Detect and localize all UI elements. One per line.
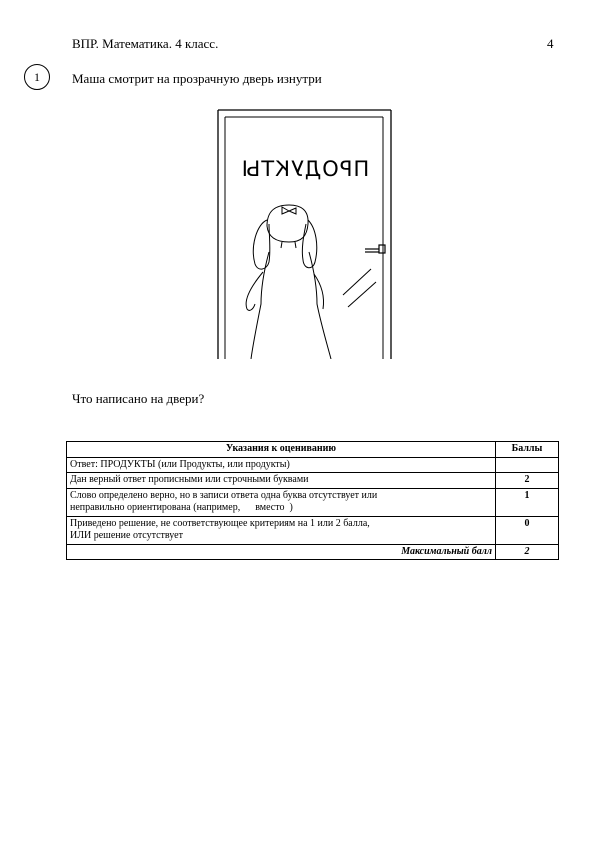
criterion-line: Слово определено верно, но в записи ответа одна буква отсутствует или [70, 489, 378, 501]
answer-row: Ответ: ПРОДУКТЫ (или Продукты, или продукты) [67, 457, 496, 473]
criterion-line: ИЛИ решение отсутствует [70, 530, 183, 541]
table-row [67, 516, 559, 544]
criterion-points: 2 [496, 473, 559, 489]
grading-criteria-table [66, 441, 559, 560]
criterion-text [67, 516, 496, 544]
task-number-badge [24, 64, 50, 90]
criterion-text [67, 488, 496, 516]
question-text: Что написано на двери? [72, 391, 205, 406]
max-score-label: Максимальный балл [67, 544, 496, 560]
table-row [67, 544, 559, 560]
table-row [67, 488, 559, 516]
criterion-points: 0 [496, 516, 559, 544]
criterion-line: неправильно ориентирована (например, вместо ) [70, 502, 293, 513]
door-sign-text: ПРОДУКТЫ [240, 157, 370, 181]
table-row [67, 473, 559, 489]
max-score-value: 2 [496, 544, 559, 560]
table-row [67, 457, 559, 473]
task-number: 1 [34, 69, 40, 84]
door-handle-icon [365, 245, 385, 253]
girl-figure-icon [246, 205, 331, 359]
points-header: Баллы [496, 442, 559, 458]
page-number: 4 [547, 36, 554, 51]
criterion-line: Дан верный ответ прописными или строчными буквами [70, 474, 309, 485]
criterion-points: 1 [496, 488, 559, 516]
answer-points-cell [496, 457, 559, 473]
criterion-text [67, 473, 496, 489]
task-text: Маша смотрит на прозрачную дверь изнутри [72, 71, 322, 86]
glass-reflection-icon [343, 269, 376, 307]
criterion-line: Приведено решение, не соответствующее критериям на 1 или 2 балла, [70, 517, 370, 529]
criteria-header: Указания к оцениванию [67, 442, 496, 458]
page-header-title: ВПР. Математика. 4 класс. [72, 36, 219, 51]
door-illustration [205, 104, 405, 359]
